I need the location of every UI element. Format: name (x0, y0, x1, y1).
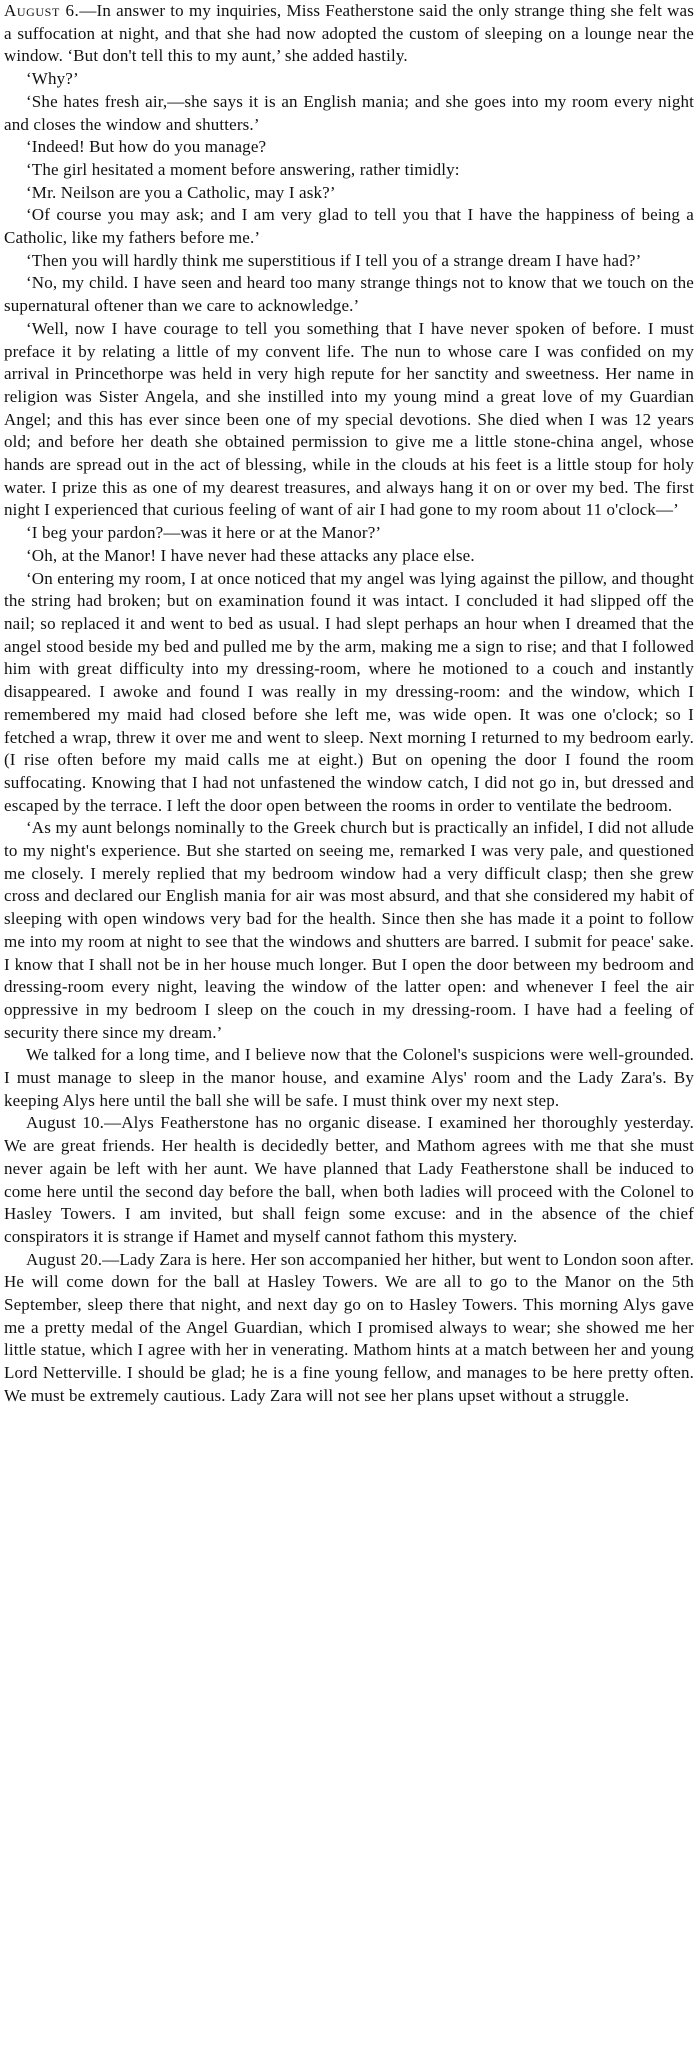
paragraph-angel-dream: ‘On entering my room, I at once noticed that my angel was lying against the pillow, and thought the string had broken; but on examination found it was intact. I concluded it had slipped off the nail; so replaced it and went to bed as usual. I had slept perhaps an hour when I dreamed that the angel stood beside my bed and pulled me by the arm, making me a sign to rise; and that I followed him with great difficulty into my dressing-room, where he motioned to a couch and instantly disappeared. I awoke and found I was really in my dressing-room: and the window, which I remembered my maid had closed before she left me, was wide open. It was one o'clock; so I fetched a wrap, threw it over me and went to sleep. Next morning I returned to my bedroom early. (I rise often before my maid calls me at eight.) But on opening the door I found the room suffocating. Knowing that I had not unfastened the window catch, I did not go in, but dressed and escaped by the terrace. I left the door open between the rooms in order to ventilate the bedroom. (4, 568, 694, 815)
paragraph-colonel-suspicions: We talked for a long time, and I believe now that the Colonel's suspicions were well-grounded. I must manage to sleep in the manor house, and examine Alys' room and the Lady Zara's. By keeping Alys here until the ball she will be safe. I must think over my next step. (4, 1045, 694, 1110)
paragraph-august-20: August 20.—Lady Zara is here. Her son accompanied her hither, but went to London soon after. He will come down for the ball at Hasley Towers. We are all to go to the Manor on the 5th September, sleep there that night, and next day go on to Hasley Towers. This morning Alys gave me a pretty medal of the Angel Guardian, which I promised always to wear; she showed me her little statue, which I agree with her in venerating. Mathom hints at a match between her and young Lord Netterville. I should be glad; he is a fine young fellow, and manages to be here pretty often. We must be extremely cautious. Lady Zara will not see her plans upset without a struggle. (4, 1249, 694, 1405)
paragraph-catholic-question: ‘Mr. Neilson are you a Catholic, may I ask?’ (26, 182, 336, 202)
paragraph-at-the-manor: ‘Oh, at the Manor! I have never had these attacks any place else. (26, 545, 475, 565)
paragraph-strange-dream: ‘Then you will hardly think me superstitious if I tell you of a strange dream I have had?’ (26, 250, 642, 270)
paragraph-beg-pardon: ‘I beg your pardon?—was it here or at the Manor?’ (26, 523, 382, 543)
paragraph-supernatural: ‘No, my child. I have seen and heard too many strange things not to know that we touch on the supernatural oftener than we care to acknowledge.’ (4, 273, 694, 316)
paragraph-catholic-answer: ‘Of course you may ask; and I am very glad to tell you that I have the happiness of being a Catholic, like my fathers before me.’ (4, 205, 694, 248)
paragraph-text: —In answer to my inquiries, Miss Featherstone said the only strange thing she felt was a suffocation at night, and that she had now adopted the custom of sleeping on a lounge near the window. ‘But don't tell this to my aunt,’ she added hastily. (4, 1, 694, 66)
paragraph-hesitated: ‘The girl hesitated a moment before answering, rather timidly: (26, 159, 460, 179)
paragraph-indeed: ‘Indeed! But how do you manage? (26, 137, 267, 157)
paragraph-fresh-air: ‘She hates fresh air,—she says it is an English mania; and she goes into my room every night and closes the window and shutters.’ (4, 91, 694, 134)
paragraph-convent-life: ‘Well, now I have courage to tell you something that I have never spoken of before. I must preface it by relating a little of my convent life. The nun to whose care I was confided on my arrival in Princethorpe was held in very high repute for her sanctity and sweetness. Her name in religion was Sister Angela, and she instilled into my young mind a great love of my Guardian Angel; and this has ever since been one of my special devotions. She died when I was 12 years old; and before her death she obtained permission to give me a little stone-china angel, whose hands are spread out in the act of blessing, while in the clouds at his feet is a little stoup for holy water. I prize this as one of my dearest treasures, and always hang it on or over my bed. The first night I experienced that curious feeling of want of air I had gone to my room about 11 o'clock—’ (4, 318, 694, 520)
paragraph-why: ‘Why?’ (26, 69, 79, 89)
paragraph-aunt: ‘As my aunt belongs nominally to the Greek church but is practically an infidel, I did not allude to my night's experience. But she started on seeing me, remarked I was very pale, and questioned me closely. I merely replied that my bedroom window had a very difficult clasp; then she grew cross and declared our English mania for air was most absurd, and that she considered my habit of sleeping with open windows very bad for the health. Since then she has made it a point to follow me into my room at night to see that the windows and shutters are barred. I submit for peace' sake. I know that I shall not be in her house much longer. But I open the door between my bedroom and dressing-room every night, leaving the window of the latter open: and whenever I feel the air oppressive in my bedroom I sleep on the couch in my dressing-room. I have had a feeling of security there since my dream.’ (4, 818, 694, 1042)
date-heading: August 6. (4, 1, 80, 20)
paragraph-august-10: August 10.—Alys Featherstone has no organic disease. I examined her thoroughly yesterday. We are great friends. Her health is decidedly better, and Mathom agrees with me that she must never again be left with her aunt. We have planned that Lady Featherstone shall be induced to come here until the second day before the ball, when both ladies will proceed with the Colonel to Hasley Towers. I am invited, but shall feign some excuse: and in the absence of the chief conspirators it is strange if Hamet and myself cannot fathom this mystery. (4, 1113, 694, 1246)
paragraph-august-6 (4, 0, 694, 68)
